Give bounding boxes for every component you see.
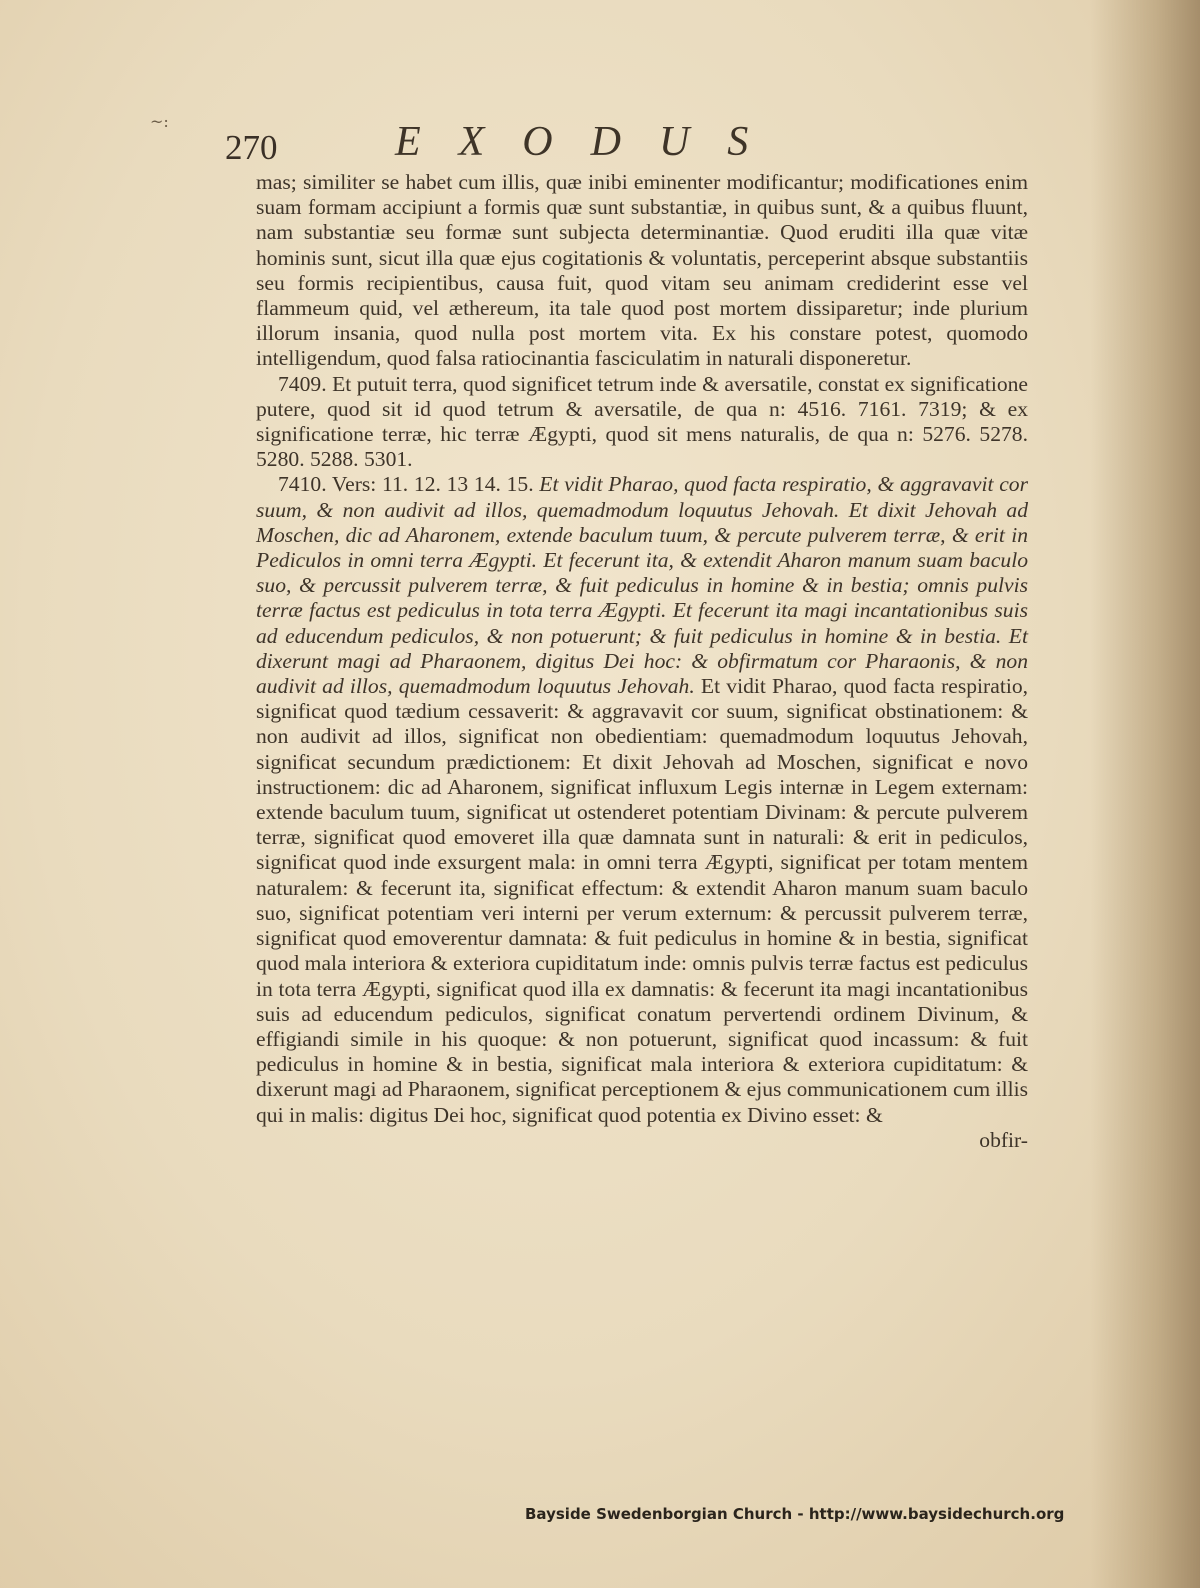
paragraph-text: 7409. Et putuit terra, quod significet tetrum inde & aversatile, constat ex significatione putere, quod sit id quod tetrum & aversatile, de qua n: 4516. 7161. 7319; & ex significatione terræ, hic terræ Ægypti, quod sit mens naturalis, de qua n: 5276. 5278. 5280. 5288. 5301. <box>256 371 1028 472</box>
paragraph <box>256 472 1028 1127</box>
footer-credit: Bayside Swedenborgian Church - http://www.baysidechurch.org <box>525 1505 1065 1523</box>
page-number: 270 <box>225 128 278 167</box>
paragraph <box>256 372 1028 473</box>
scripture-quote: Et vidit Pharao, quod facta respiratio, & aggravavit cor suum, & non audivit ad illos, quemadmodum loquutus Jehovah. Et dixit Jehovah ad Moschen, dic ad Aharonem, extende baculum tuum, & percute pulverem terræ, & erit in Pediculos in omni terra Ægypti. Et fecerunt ita, & extendit Aharon manum suam baculo suo, & percussit pulverem terræ, & fuit pediculus in homine & in bestia; omnis pulvis terræ factus est pediculus in tota terra Ægypti. Et fecerunt ita magi incantationibus suis ad educendum pediculos, & non potuerunt; & fuit pediculus in homine & in bestia. Et dixerunt magi ad Pharaonem, digitus Dei hoc: & obfirmatum cor Pharaonis, & non audivit ad illos, quemadmodum loquutus Jehovah. <box>256 472 1028 699</box>
page-header <box>225 118 1035 174</box>
paragraph-text: 7410. Vers: 11. 12. 13 14. 15. <box>278 472 540 497</box>
ink-mark: ~: <box>150 112 169 131</box>
paragraph-text: Et vidit Pharao, quod facta respiratio, significat quod tædium cessaverit: & aggravavit cor suum, significat obstinationem: & non audivit ad illos, significat non obedientiam: quemadmodum loquutus Jehovah, significat secundum prædictionem: Et dixit Jehovah ad Moschen, significat e novo instructionem: dic ad Aharonem, significat influxum Legis internæ in Legem externam: extende baculum tuum, significat ut ostenderet potentiam Divinam: & percute pulverem terræ, significat quod emoveret illa quæ damnata sunt in naturali: & erit in pediculos, significat quod inde exsurgent mala: in omni terra Ægypti, significat per totam mentem naturalem: & fecerunt ita, significat effectum: & extendit Aharon manum suam baculo suo, significat potentiam veri interni per verum externum: & percussit pulverem terræ, significat quod emoverentur damnata: & fuit pediculus in homine & in bestia, significat quod mala interiora & exteriora cupiditatum inde: omnis pulvis terræ factus est pediculus in tota terra Ægypti, significat quod illa ex damnatis: & fecerunt ita magi incantationibus suis ad educendum pediculos, significat conatum pervertendi ordinem Divinum, & effigiandi simile in his quoque: & non potuerunt, significat quod incassum: & fuit pediculus in homine & in bestia, significat mala interiora & exteriora cupiditatum: & dixerunt magi ad Pharaonem, significat perceptionem & ejus communicationem cum illis qui in malis: digitus Dei hoc, significat quod potentia ex Divino esset: & <box>256 674 1029 1127</box>
paragraph-continuation <box>256 170 1028 372</box>
catchword: obfir- <box>979 1127 1028 1152</box>
paragraph-text: mas; similiter se habet cum illis, quæ inibi eminenter modificantur; modificationes enim suam formam accipiunt a formis quæ sunt substantiæ, in quibus sunt, & a quibus fluunt, nam substantiæ seu formæ sunt subjecta determinantiæ. Quod eruditi illa quæ vitæ hominis sunt, sicut illa quæ ejus cogitationis & voluntatis, perceperint absque substantiis seu formis recipientibus, causa fuit, quod vitam seu animam crediderint esse vel flammeum quid, vel æthereum, ita tale quod post mortem dissiparetur; inde plurium illorum insania, quod nulla post mortem vita. Ex his constare potest, quomodo intelligendum, quod falsa ratiocinantia fasciculatim in naturali disponeretur. <box>256 170 1028 371</box>
body-text <box>256 170 1028 1153</box>
running-title: EXODUS <box>395 119 787 165</box>
binding-shadow <box>1090 0 1200 1588</box>
